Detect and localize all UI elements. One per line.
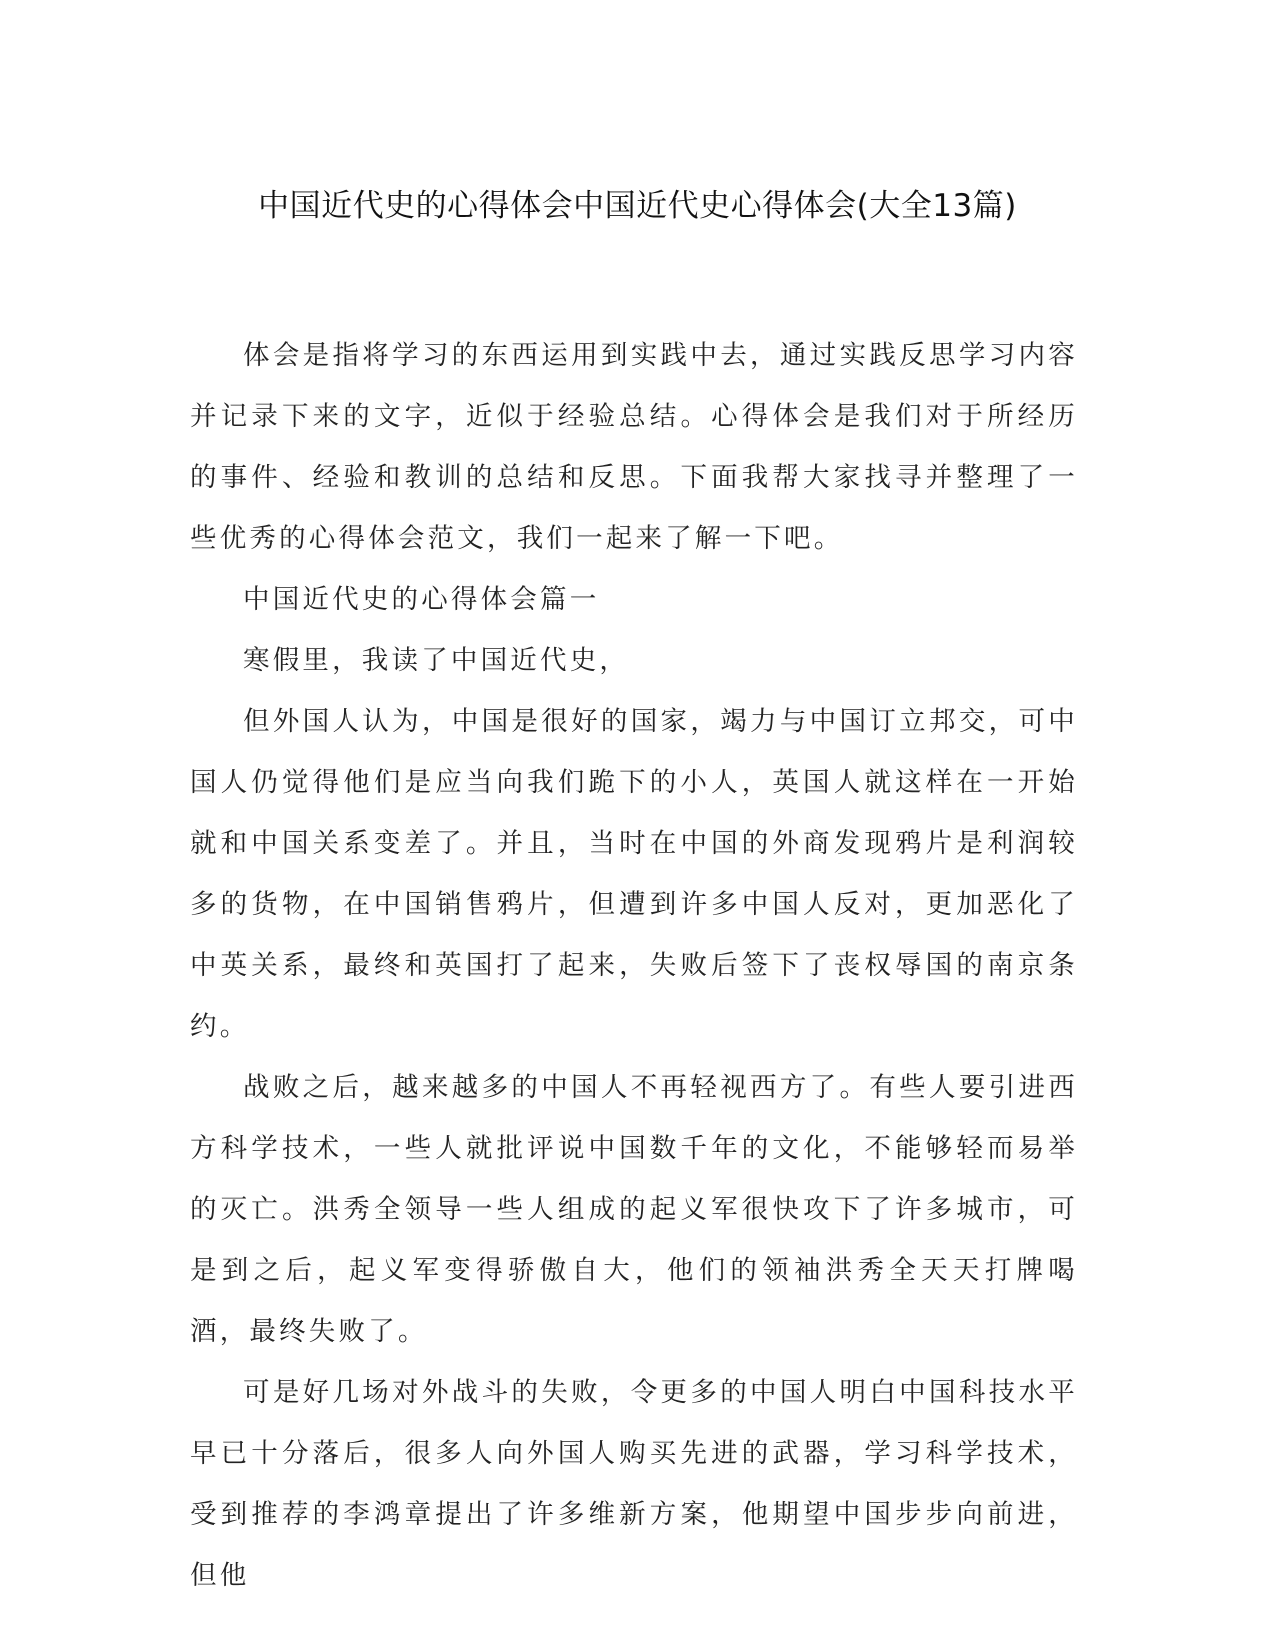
section-heading: 中国近代史的心得体会篇一 [243, 584, 600, 615]
document-body [190, 325, 1078, 1606]
paragraph-intro: 体会是指将学习的东西运用到实践中去，通过实践反思学习内容并记录下来的文字，近似于经验总结。心得体会是我们对于所经历的事件、经验和教训的总结和反思。下面我帮大家找寻并整理了一些优秀的心得体会范文，我们一起来了解一下吧。 [190, 340, 1078, 554]
paragraph: 但外国人认为，中国是很好的国家，竭力与中国订立邦交，可中国人仍觉得他们是应当向我们跪下的小人，英国人就这样在一开始就和中国关系变差了。并且，当时在中国的外商发现鸦片是利润较多的货物，在中国销售鸦片，但遭到许多中国人反对，更加恶化了中英关系，最终和英国打了起来，失败后签下了丧权辱国的南京条约。 [190, 706, 1078, 1042]
paragraph: 可是好几场对外战斗的失败，令更多的中国人明白中国科技水平早已十分落后，很多人向外国人购买先进的武器，学习科学技术，受到推荐的李鸿章提出了许多维新方案，他期望中国步步向前进，但他 [190, 1377, 1078, 1591]
paragraph: 战败之后，越来越多的中国人不再轻视西方了。有些人要引进西方科学技术，一些人就批评说中国数千年的文化，不能够轻而易举的灭亡。洪秀全领导一些人组成的起义军很快攻下了许多城市，可是到之后，起义军变得骄傲自大，他们的领袖洪秀全天天打牌喝酒，最终失败了。 [190, 1072, 1078, 1347]
paragraph: 寒假里，我读了中国近代史， [243, 645, 630, 676]
document-title: 中国近代史的心得体会中国近代史心得体会(大全13篇) [258, 188, 1017, 224]
